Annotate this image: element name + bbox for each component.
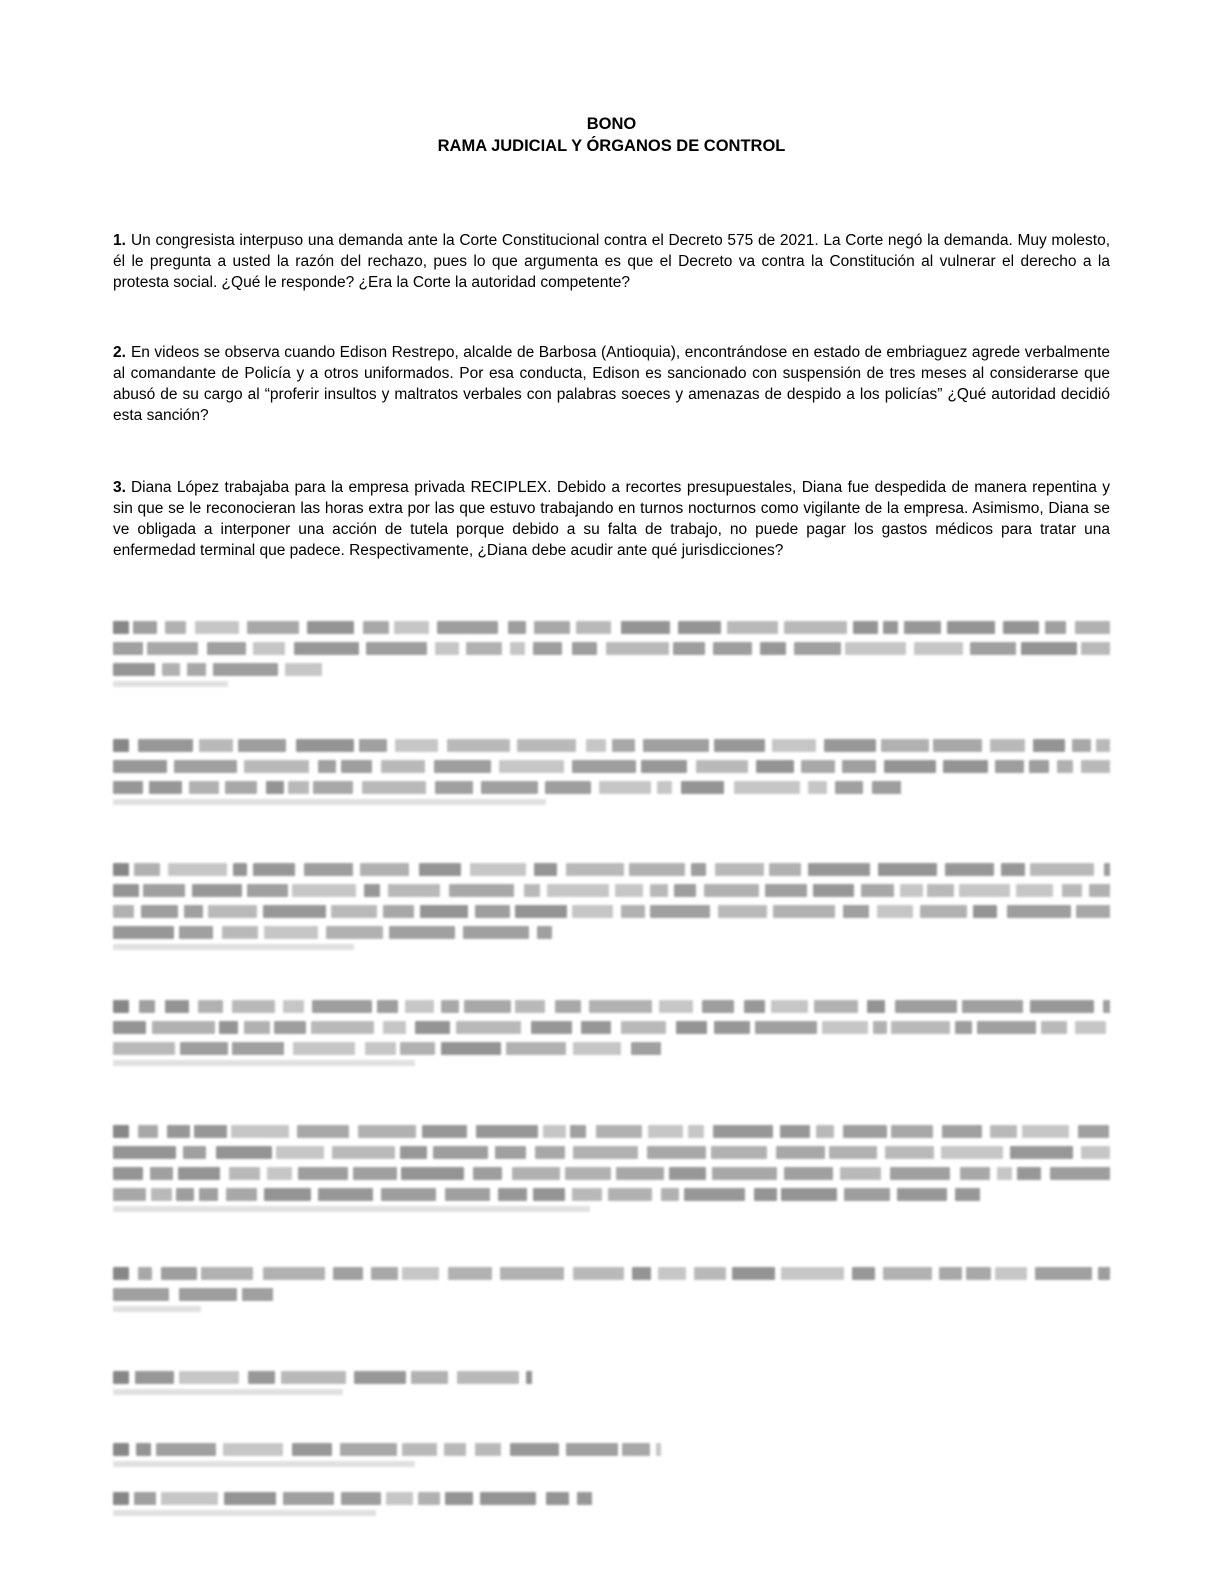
title-line-2: RAMA JUDICIAL Y ÓRGANOS DE CONTROL: [437, 137, 786, 155]
blurred-question-9: [113, 1263, 1110, 1312]
blurred-question-7: [113, 996, 1110, 1066]
question-3-text: Diana López trabajaba para la empresa privada RECIPLEX. Debido a recortes presupuestales, Diana fue despedida de manera repentina y sin que se le reconocieran las horas extra por las que estuvo trabajando en turnos nocturnos como vigilante de la empresa. Asimismo, Diana se ve obligada a interponer una acción de tutela porque debido a su falta de trabajo, no puede pagar los gastos médicos para tratar una enfermedad terminal que padece. Respectivamente, ¿Diana debe acudir ante qué jurisdicciones?: [113, 479, 1110, 559]
blurred-question-6: [113, 859, 1110, 950]
question-1-text: Un congresista interpuso una demanda ante la Corte Constitucional contra el Decreto 575 de 2021. La Corte negó la demanda. Muy molesto, él le pregunta a usted la razón del rechazo, pues lo que argumenta es que el Decreto va contra la Constitución al vulnerar el derecho a la protesta social. ¿Qué le responde? ¿Era la Corte la autoridad competente?: [113, 232, 1110, 291]
question-3: [113, 477, 1110, 561]
blurred-question-8: [113, 1121, 1110, 1212]
blurred-note-line: [113, 1367, 1110, 1395]
question-2: [113, 342, 1110, 426]
blurred-question-4: [113, 617, 1110, 687]
question-3-number: 3.: [113, 479, 126, 496]
questions-section: [113, 230, 1110, 1516]
question-2-text: En videos se observa cuando Edison Restrepo, alcalde de Barbosa (Antioquia), encontrándose en estado de embriaguez agrede verbalmente al comandante de Policía y a otros uniformados. Por esa conducta, Edison es sancionado con suspensión de tres meses al considerarse que abusó de su cargo al “proferir insultos y maltratos verbales con palabras soeces y amenazas de despido a los policías” ¿Qué autoridad decidió esta sanción?: [113, 344, 1110, 424]
blurred-question-5: [113, 735, 1110, 805]
blurred-item-a: [113, 1439, 1110, 1467]
question-2-number: 2.: [113, 344, 126, 361]
document-title: [113, 113, 1110, 157]
blurred-item-b: [113, 1488, 1110, 1516]
title-line-1: BONO: [586, 115, 637, 133]
question-1: [113, 230, 1110, 293]
question-1-number: 1.: [113, 232, 126, 249]
